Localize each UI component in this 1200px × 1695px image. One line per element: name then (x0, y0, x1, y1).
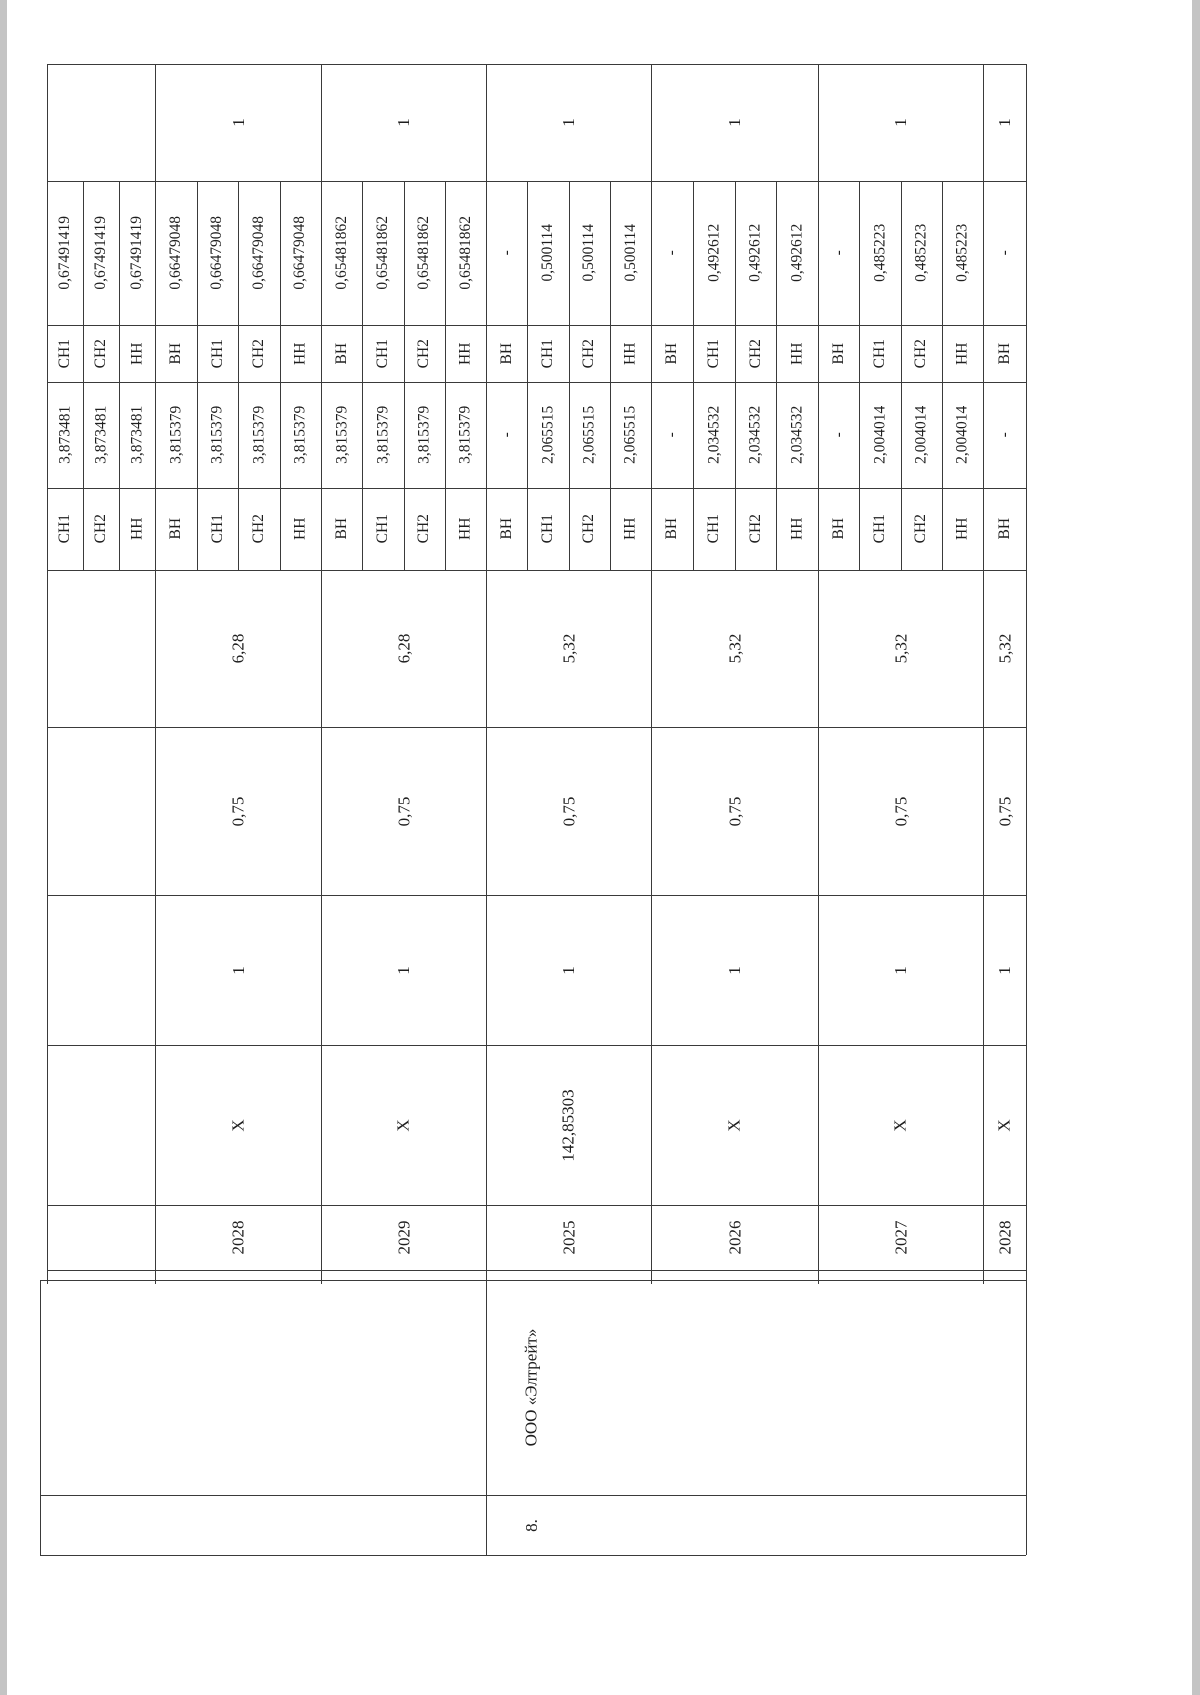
value-4-text: 5,32 (995, 633, 1014, 664)
level-value-1-text: 3,815379 (332, 405, 350, 465)
value-3-text: 0,75 (725, 796, 744, 826)
value-2-text: 1 (725, 965, 744, 975)
level-value-2-text: 0,500114 (621, 224, 639, 282)
level-label-2-text: СН1 (871, 338, 889, 369)
level-value-2-text: 0,500114 (580, 224, 598, 282)
level-value-1-text: 3,815379 (208, 405, 226, 465)
level-value-1-text: - (497, 432, 515, 438)
level-value-2-text: 0,500114 (539, 224, 557, 282)
level-value-2-text: 0,485223 (871, 223, 889, 283)
level-label-2-text: НН (788, 342, 806, 365)
level-value-1-text: 2,004014 (953, 405, 971, 465)
value-4-text: 5,32 (725, 633, 744, 664)
level-value-1-text: 2,034532 (746, 405, 764, 465)
level-value-2-text: - (995, 250, 1013, 256)
level-label-2-text: ВН (829, 342, 847, 365)
value-1-text: X (228, 1118, 248, 1132)
value-right-text: 1 (725, 118, 744, 127)
level-label-2-text: СН2 (580, 338, 598, 369)
value-right-text: 1 (394, 118, 413, 127)
year-cell-text: 2028 (228, 1220, 248, 1255)
level-value-2-text: 0,66479048 (167, 216, 184, 290)
level-label-2-text: НН (456, 342, 474, 365)
level-label-1-text: СН2 (912, 514, 930, 544)
organization-name-text: ООО «Элтрейт» (521, 1328, 541, 1447)
value-2-text: 1 (891, 965, 910, 975)
level-value-1-text: 3,815379 (167, 405, 184, 465)
level-value-1-text: 3,873481 (92, 405, 110, 465)
level-label-1-text: ВН (995, 518, 1013, 540)
level-value-2-text: 0,485223 (953, 223, 971, 283)
level-value-1-text: 2,004014 (871, 405, 889, 465)
level-label-1-text: СН1 (704, 514, 722, 544)
level-label-1-text: НН (621, 517, 639, 541)
year-cell-text: 2028 (995, 1220, 1014, 1255)
level-label-1-text: ВН (497, 518, 515, 540)
value-1-text: X (725, 1118, 744, 1132)
level-value-2-text: 0,492612 (788, 223, 806, 283)
value-1-text: 142,85303 (559, 1088, 578, 1162)
level-value-1-text: 3,815379 (291, 405, 309, 465)
level-value-1-text: 2,034532 (788, 405, 806, 465)
value-3-text: 0,75 (228, 796, 248, 826)
level-value-1-text: 3,815379 (374, 405, 392, 465)
level-label-2-text: СН2 (415, 338, 433, 369)
level-label-1-text: СН1 (374, 514, 392, 544)
level-label-1-text: НН (953, 517, 971, 541)
level-label-2-text: СН1 (374, 338, 392, 369)
level-label-2-text: СН2 (746, 338, 764, 369)
level-value-1-text: - (663, 432, 681, 438)
value-right-text: 1 (995, 118, 1014, 127)
year-cell-text: 2027 (891, 1220, 910, 1255)
value-4-text: 6,28 (228, 633, 248, 664)
level-label-1-text: СН1 (539, 514, 557, 544)
value-3-text: 0,75 (995, 796, 1014, 826)
level-value-2-text: 0,65481862 (456, 216, 474, 290)
level-value-1-text: - (829, 432, 847, 438)
level-label-1-text: НН (291, 517, 309, 541)
value-2-text: 1 (394, 965, 413, 975)
level-label-2-text: СН1 (704, 338, 722, 369)
year-cell-text: 2029 (394, 1220, 413, 1255)
row-number-text: 8. (521, 1518, 541, 1532)
level-label-1-text: ВН (829, 518, 847, 540)
level-label-2-text: СН2 (249, 338, 267, 369)
value-2-text: 1 (995, 965, 1014, 975)
value-3-text: 0,75 (394, 796, 413, 826)
value-4-text: 5,32 (891, 633, 910, 664)
level-label-1-text: СН2 (249, 514, 267, 544)
level-value-2-text: - (663, 250, 681, 256)
value-2-text: 1 (228, 965, 248, 975)
level-value-2-text: 0,65481862 (415, 216, 433, 290)
level-label-1-text: НН (456, 517, 474, 541)
level-label-2-text: НН (953, 342, 971, 365)
year-cell-text: 2025 (559, 1220, 578, 1255)
level-label-2-text: ВН (332, 342, 350, 365)
level-value-1-text: 3,873481 (56, 405, 74, 465)
value-4-text: 6,28 (394, 633, 413, 664)
value-1-text: X (995, 1118, 1014, 1132)
level-value-1-text: - (995, 432, 1013, 438)
level-label-1-text: СН2 (415, 514, 433, 544)
level-label-1-text: СН2 (92, 514, 110, 544)
level-label-2-text: НН (621, 342, 639, 365)
value-right-text: 1 (559, 118, 578, 127)
value-2-text: 1 (559, 965, 578, 975)
level-value-2-text: 0,67491419 (56, 216, 74, 290)
value-right-text: 1 (228, 118, 248, 127)
level-label-1-text: СН2 (580, 514, 598, 544)
level-label-2-text: ВН (497, 342, 515, 365)
level-value-1-text: 3,815379 (415, 405, 433, 465)
level-label-1-text: ВН (166, 518, 184, 540)
level-label-2-text: НН (291, 342, 309, 365)
level-label-2-text: ВН (166, 342, 184, 365)
value-1-text: X (891, 1118, 910, 1132)
level-label-2-text: НН (128, 342, 146, 365)
value-right-text: 1 (891, 118, 910, 127)
level-value-2-text: 0,67491419 (92, 216, 110, 290)
level-value-1-text: 2,065515 (539, 405, 557, 465)
level-label-2-text: СН2 (92, 338, 110, 369)
level-value-1-text: 2,034532 (704, 405, 722, 465)
level-value-2-text: 0,65481862 (332, 216, 350, 290)
level-value-1-text: 3,815379 (456, 405, 474, 465)
level-value-1-text: 3,873481 (128, 405, 146, 465)
value-4-text: 5,32 (559, 633, 578, 664)
value-3-text: 0,75 (891, 796, 910, 826)
level-label-2-text: СН2 (912, 338, 930, 369)
level-label-1-text: ВН (663, 518, 681, 540)
level-label-1-text: СН1 (871, 514, 889, 544)
level-value-2-text: - (829, 250, 847, 256)
value-1-text: X (394, 1118, 413, 1132)
level-value-2-text: 0,67491419 (128, 216, 146, 290)
level-value-1-text: 2,065515 (621, 405, 639, 465)
level-label-2-text: СН1 (208, 338, 226, 369)
level-label-1-text: НН (128, 517, 146, 541)
level-label-1-text: НН (788, 517, 806, 541)
document-page (7, 0, 1192, 1695)
level-label-2-text: СН1 (539, 338, 557, 369)
level-value-2-text: 0,66479048 (250, 216, 267, 290)
level-value-1-text: 2,004014 (912, 405, 930, 465)
level-value-2-text: 0,492612 (746, 223, 764, 283)
level-label-2-text: ВН (663, 342, 681, 365)
level-label-2-text: СН1 (56, 338, 74, 369)
level-label-1-text: СН2 (746, 514, 764, 544)
year-cell-text: 2026 (725, 1220, 744, 1255)
level-label-1-text: СН1 (56, 514, 74, 544)
level-value-2-text: 0,66479048 (291, 216, 309, 290)
level-value-2-text: 0,492612 (704, 223, 722, 283)
level-value-2-text: - (497, 250, 515, 256)
level-label-2-text: ВН (995, 342, 1013, 365)
level-value-2-text: 0,485223 (912, 223, 930, 283)
value-3-text: 0,75 (559, 796, 578, 826)
level-value-2-text: 0,66479048 (208, 216, 226, 290)
level-label-1-text: ВН (332, 518, 350, 540)
level-value-1-text: 2,065515 (580, 405, 598, 465)
level-value-1-text: 3,815379 (250, 405, 267, 465)
level-label-1-text: СН1 (208, 514, 226, 544)
level-value-2-text: 0,65481862 (374, 216, 392, 290)
